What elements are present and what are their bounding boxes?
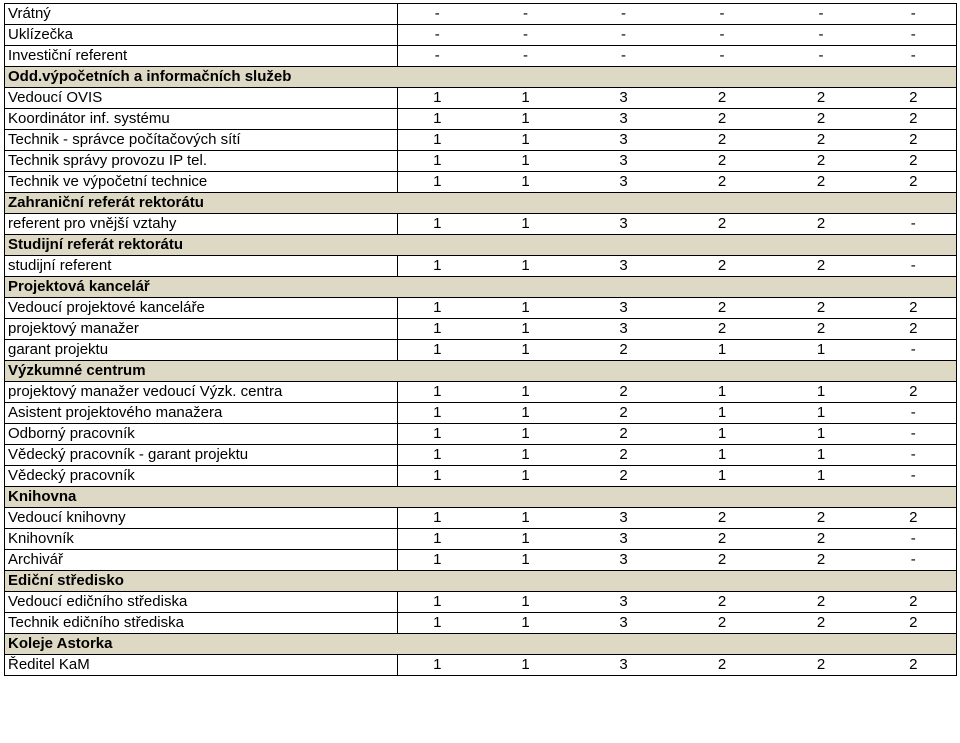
value-cell-1: - — [398, 4, 477, 25]
table-row — [5, 508, 957, 529]
value-cell-5: 2 — [772, 550, 871, 571]
value-cell-3: 3 — [575, 655, 673, 676]
position-name-cell: Investiční referent — [5, 46, 398, 67]
position-name-cell: studijní referent — [5, 256, 398, 277]
value-cell-4: 1 — [673, 340, 772, 361]
value-cell-4: 1 — [673, 424, 772, 445]
position-name-cell: Technik ve výpočetní technice — [5, 172, 398, 193]
value-cell-4: 2 — [673, 319, 772, 340]
value-cell-5: 1 — [772, 424, 871, 445]
value-cell-4: 2 — [673, 172, 772, 193]
value-cell-5: 1 — [772, 382, 871, 403]
value-cell-5: 2 — [772, 319, 871, 340]
value-cell-3: 3 — [575, 130, 673, 151]
value-cell-6: 2 — [871, 109, 957, 130]
value-cell-6: - — [871, 529, 957, 550]
position-name-cell: Technik edičního střediska — [5, 613, 398, 634]
value-cell-1: 1 — [398, 214, 477, 235]
section-header-row — [5, 487, 957, 508]
value-cell-3: 3 — [575, 214, 673, 235]
value-cell-1: 1 — [398, 319, 477, 340]
value-cell-3: 3 — [575, 151, 673, 172]
value-cell-1: 1 — [398, 508, 477, 529]
value-cell-5: 2 — [772, 529, 871, 550]
value-cell-3: - — [575, 46, 673, 67]
value-cell-4: - — [673, 46, 772, 67]
value-cell-1: 1 — [398, 592, 477, 613]
value-cell-1: - — [398, 46, 477, 67]
value-cell-3: 3 — [575, 508, 673, 529]
value-cell-3: 3 — [575, 109, 673, 130]
value-cell-5: 2 — [772, 508, 871, 529]
value-cell-3: 3 — [575, 550, 673, 571]
value-cell-6: - — [871, 466, 957, 487]
value-cell-2: 1 — [477, 172, 575, 193]
section-title: Ediční středisko — [5, 571, 957, 592]
value-cell-2: 1 — [477, 466, 575, 487]
table-row — [5, 382, 957, 403]
value-cell-6: 2 — [871, 298, 957, 319]
value-cell-2: 1 — [477, 319, 575, 340]
section-header-row — [5, 361, 957, 382]
value-cell-2: 1 — [477, 529, 575, 550]
position-name-cell: Asistent projektového manažera — [5, 403, 398, 424]
value-cell-6: 2 — [871, 508, 957, 529]
table-row — [5, 592, 957, 613]
value-cell-4: 2 — [673, 88, 772, 109]
position-name-cell: Technik - správce počítačových sítí — [5, 130, 398, 151]
value-cell-3: 3 — [575, 319, 673, 340]
value-cell-1: 1 — [398, 298, 477, 319]
value-cell-1: 1 — [398, 613, 477, 634]
position-name-cell: Vedoucí OVIS — [5, 88, 398, 109]
value-cell-2: 1 — [477, 88, 575, 109]
section-header-row — [5, 193, 957, 214]
value-cell-5: 1 — [772, 340, 871, 361]
value-cell-4: 2 — [673, 508, 772, 529]
value-cell-4: - — [673, 25, 772, 46]
table-row — [5, 151, 957, 172]
value-cell-4: 2 — [673, 298, 772, 319]
table-row — [5, 445, 957, 466]
position-name-cell: Vedoucí knihovny — [5, 508, 398, 529]
section-title: Knihovna — [5, 487, 957, 508]
table-row — [5, 340, 957, 361]
value-cell-3: 2 — [575, 403, 673, 424]
position-name-cell: projektový manažer vedoucí Výzk. centra — [5, 382, 398, 403]
section-title: Studijní referát rektorátu — [5, 235, 957, 256]
value-cell-3: 3 — [575, 88, 673, 109]
value-cell-6: - — [871, 256, 957, 277]
section-header-row — [5, 235, 957, 256]
table-row — [5, 466, 957, 487]
value-cell-3: 2 — [575, 340, 673, 361]
value-cell-2: 1 — [477, 298, 575, 319]
value-cell-5: 2 — [772, 172, 871, 193]
value-cell-4: 2 — [673, 529, 772, 550]
value-cell-2: 1 — [477, 382, 575, 403]
position-name-cell: Knihovník — [5, 529, 398, 550]
staffing-table-body — [5, 4, 957, 676]
position-name-cell: Vrátný — [5, 4, 398, 25]
value-cell-2: 1 — [477, 130, 575, 151]
value-cell-1: 1 — [398, 172, 477, 193]
value-cell-6: - — [871, 445, 957, 466]
value-cell-6: 2 — [871, 613, 957, 634]
table-row — [5, 529, 957, 550]
value-cell-6: - — [871, 46, 957, 67]
position-name-cell: referent pro vnější vztahy — [5, 214, 398, 235]
value-cell-6: 2 — [871, 130, 957, 151]
value-cell-2: 1 — [477, 655, 575, 676]
value-cell-1: 1 — [398, 340, 477, 361]
value-cell-2: 1 — [477, 340, 575, 361]
value-cell-2: 1 — [477, 550, 575, 571]
value-cell-4: 2 — [673, 613, 772, 634]
value-cell-5: 1 — [772, 466, 871, 487]
value-cell-2: 1 — [477, 613, 575, 634]
position-name-cell: Odborný pracovník — [5, 424, 398, 445]
position-name-cell: Uklízečka — [5, 25, 398, 46]
value-cell-6: - — [871, 424, 957, 445]
value-cell-1: 1 — [398, 382, 477, 403]
value-cell-4: - — [673, 4, 772, 25]
position-name-cell: Vědecký pracovník - garant projektu — [5, 445, 398, 466]
value-cell-2: 1 — [477, 109, 575, 130]
value-cell-5: 1 — [772, 403, 871, 424]
table-row — [5, 88, 957, 109]
value-cell-5: 2 — [772, 151, 871, 172]
value-cell-2: 1 — [477, 214, 575, 235]
value-cell-2: 1 — [477, 592, 575, 613]
value-cell-6: - — [871, 403, 957, 424]
value-cell-2: 1 — [477, 424, 575, 445]
table-row — [5, 655, 957, 676]
value-cell-4: 1 — [673, 445, 772, 466]
table-row — [5, 214, 957, 235]
value-cell-5: - — [772, 4, 871, 25]
value-cell-6: 2 — [871, 655, 957, 676]
value-cell-2: 1 — [477, 151, 575, 172]
staffing-table — [4, 3, 957, 676]
value-cell-5: - — [772, 25, 871, 46]
value-cell-3: 3 — [575, 172, 673, 193]
section-title: Koleje Astorka — [5, 634, 957, 655]
value-cell-6: 2 — [871, 88, 957, 109]
section-header-row — [5, 634, 957, 655]
position-name-cell: garant projektu — [5, 340, 398, 361]
section-title: Výzkumné centrum — [5, 361, 957, 382]
value-cell-4: 2 — [673, 214, 772, 235]
value-cell-6: 2 — [871, 382, 957, 403]
value-cell-6: - — [871, 4, 957, 25]
value-cell-6: 2 — [871, 151, 957, 172]
value-cell-6: - — [871, 25, 957, 46]
table-row — [5, 130, 957, 151]
position-name-cell: Archivář — [5, 550, 398, 571]
value-cell-3: - — [575, 25, 673, 46]
value-cell-2: 1 — [477, 508, 575, 529]
table-row — [5, 319, 957, 340]
table-row — [5, 172, 957, 193]
value-cell-6: - — [871, 550, 957, 571]
value-cell-2: 1 — [477, 445, 575, 466]
section-header-row — [5, 67, 957, 88]
value-cell-1: 1 — [398, 130, 477, 151]
table-row — [5, 4, 957, 25]
table-row — [5, 298, 957, 319]
value-cell-6: 2 — [871, 592, 957, 613]
section-header-row — [5, 277, 957, 298]
value-cell-4: 2 — [673, 655, 772, 676]
table-row — [5, 25, 957, 46]
value-cell-1: 1 — [398, 256, 477, 277]
value-cell-4: 2 — [673, 256, 772, 277]
value-cell-1: 1 — [398, 109, 477, 130]
value-cell-4: 2 — [673, 550, 772, 571]
value-cell-1: 1 — [398, 151, 477, 172]
position-name-cell: Koordinátor inf. systému — [5, 109, 398, 130]
value-cell-4: 1 — [673, 403, 772, 424]
value-cell-1: 1 — [398, 403, 477, 424]
position-name-cell: projektový manažer — [5, 319, 398, 340]
table-row — [5, 403, 957, 424]
value-cell-4: 2 — [673, 130, 772, 151]
table-row — [5, 550, 957, 571]
value-cell-6: 2 — [871, 172, 957, 193]
value-cell-3: 3 — [575, 592, 673, 613]
value-cell-1: 1 — [398, 655, 477, 676]
value-cell-4: 1 — [673, 382, 772, 403]
value-cell-5: 2 — [772, 214, 871, 235]
value-cell-3: 2 — [575, 382, 673, 403]
value-cell-5: 1 — [772, 445, 871, 466]
position-name-cell: Technik správy provozu IP tel. — [5, 151, 398, 172]
value-cell-5: 2 — [772, 256, 871, 277]
value-cell-3: 2 — [575, 424, 673, 445]
value-cell-3: 2 — [575, 466, 673, 487]
table-row — [5, 424, 957, 445]
table-row — [5, 256, 957, 277]
position-name-cell: Ředitel KaM — [5, 655, 398, 676]
value-cell-2: 1 — [477, 256, 575, 277]
value-cell-2: - — [477, 4, 575, 25]
value-cell-5: 2 — [772, 298, 871, 319]
value-cell-5: - — [772, 46, 871, 67]
value-cell-5: 2 — [772, 88, 871, 109]
value-cell-6: - — [871, 214, 957, 235]
value-cell-6: 2 — [871, 319, 957, 340]
value-cell-1: 1 — [398, 466, 477, 487]
value-cell-3: 3 — [575, 529, 673, 550]
value-cell-1: 1 — [398, 550, 477, 571]
value-cell-3: 3 — [575, 298, 673, 319]
position-name-cell: Vedoucí projektové kanceláře — [5, 298, 398, 319]
table-row — [5, 109, 957, 130]
value-cell-5: 2 — [772, 109, 871, 130]
value-cell-1: 1 — [398, 445, 477, 466]
value-cell-1: 1 — [398, 88, 477, 109]
value-cell-6: - — [871, 340, 957, 361]
table-row — [5, 613, 957, 634]
value-cell-4: 2 — [673, 151, 772, 172]
value-cell-3: 2 — [575, 445, 673, 466]
position-name-cell: Vědecký pracovník — [5, 466, 398, 487]
value-cell-2: - — [477, 25, 575, 46]
section-title: Zahraniční referát rektorátu — [5, 193, 957, 214]
table-row — [5, 46, 957, 67]
value-cell-1: - — [398, 25, 477, 46]
value-cell-1: 1 — [398, 529, 477, 550]
value-cell-3: 3 — [575, 256, 673, 277]
value-cell-1: 1 — [398, 424, 477, 445]
position-name-cell: Vedoucí edičního střediska — [5, 592, 398, 613]
value-cell-4: 2 — [673, 109, 772, 130]
value-cell-4: 2 — [673, 592, 772, 613]
section-title: Projektová kancelář — [5, 277, 957, 298]
section-header-row — [5, 571, 957, 592]
value-cell-3: 3 — [575, 613, 673, 634]
value-cell-5: 2 — [772, 130, 871, 151]
value-cell-5: 2 — [772, 613, 871, 634]
value-cell-2: 1 — [477, 403, 575, 424]
value-cell-5: 2 — [772, 655, 871, 676]
value-cell-3: - — [575, 4, 673, 25]
value-cell-5: 2 — [772, 592, 871, 613]
value-cell-2: - — [477, 46, 575, 67]
value-cell-4: 1 — [673, 466, 772, 487]
section-title: Odd.výpočetních a informačních služeb — [5, 67, 957, 88]
